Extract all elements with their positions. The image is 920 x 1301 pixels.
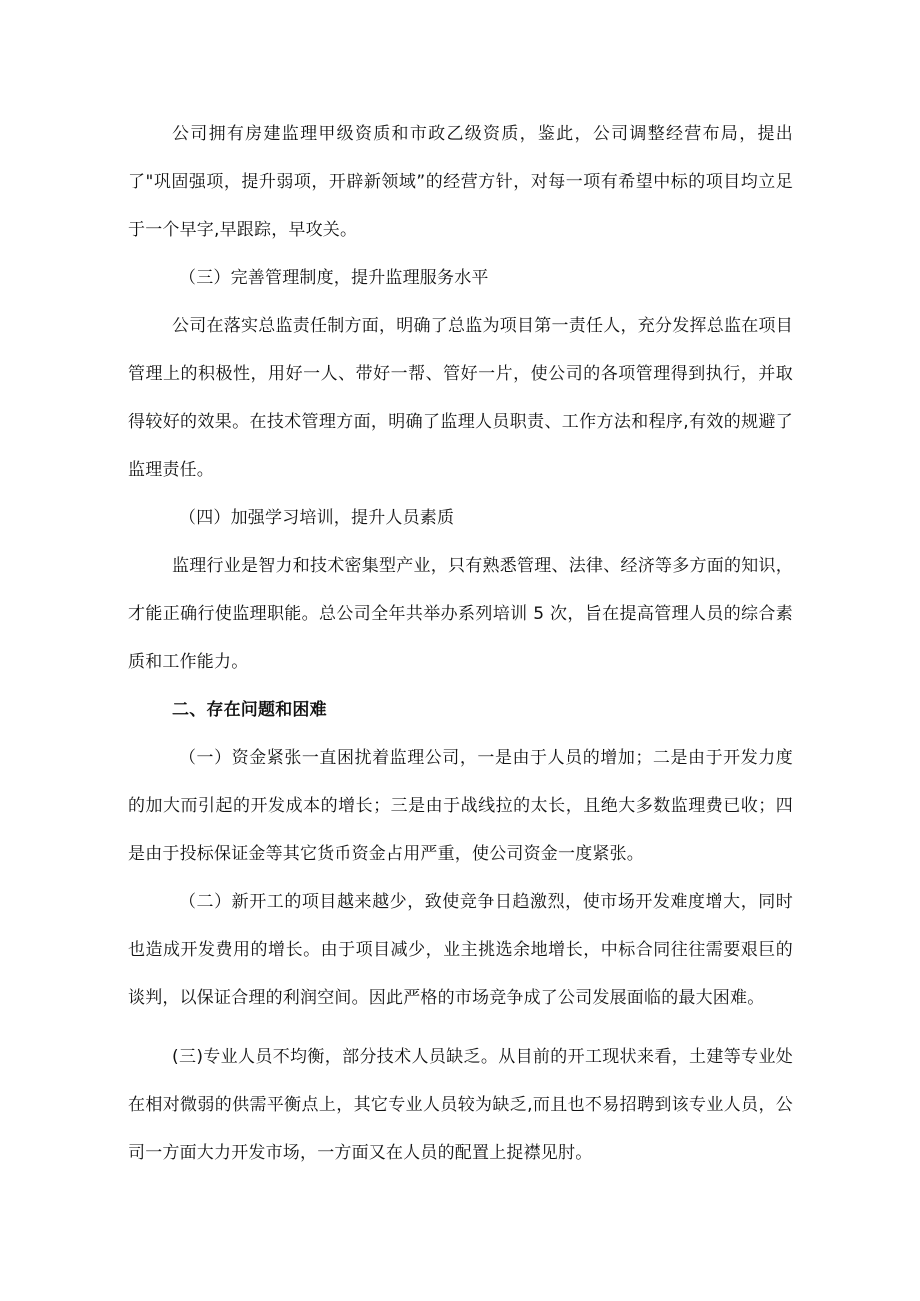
paragraph-chief-supervisor-responsibility: 公司在落实总监责任制方面，明确了总监为项目第一责任人，充分发挥总监在项目管理上的积极性，用好一人、带好一帮、管好一片，使公司的各项管理得到执行，并取得较好的效果。在技术管理方面，明确了监理人员职责、工作方法和程序,有效的规避了监理责任。	[128, 316, 793, 480]
section-heading-problems: 二、存在问题和困难	[172, 700, 327, 720]
paragraph-funding-shortage: （一）资金紧张一直困扰着监理公司，一是由于人员的增加；二是由于开发力度的加大而引起的开发成本的增长；三是由于战线拉的太长，且绝大多数监理费已收；四是由于投标保证金等其它货币资金占用严重，使公司资金一度紧张。	[128, 748, 793, 864]
subheading-management-system: （三）完善管理制度，提升监理服务水平	[179, 268, 489, 288]
paragraph-staff-imbalance: (三)专业人员不均衡，部分技术人员缺乏。从目前的开工现状来看，土建等专业处在相对微弱的供需平衡点上，其它专业人员较为缺乏,而且也不易招聘到该专业人员，公司一方面大力开发市场，一方面又在人员的配置上捉襟见肘。	[128, 1047, 793, 1163]
document-body-main	[128, 110, 793, 1022]
paragraph-training: 监理行业是智力和技术密集型产业，只有熟悉管理、法律、经济等多方面的知识，才能正确行使监理职能。总公司全年共举办系列培训 5 次，旨在提高管理人员的综合素质和工作能力。	[128, 556, 793, 672]
document-body-tail	[128, 1033, 793, 1177]
paragraph-market-competition: （二）新开工的项目越来越少，致使竞争日趋激烈，使市场开发难度增大，同时也造成开发费用的增长。由于项目减少，业主挑选余地增长，中标合同往往需要艰巨的谈判，以保证合理的利润空间。因此严格的市场竞争成了公司发展面临的最大困难。	[128, 892, 793, 1008]
subheading-training: （四）加强学习培训，提升人员素质	[179, 508, 455, 528]
paragraph-business-strategy: 公司拥有房建监理甲级资质和市政乙级资质，鉴此，公司调整经营布局，提出了"巩固强项，提升弱项，开辟新领域”的经营方针，对每一项有希望中标的项目均立足于一个早字,早跟踪，早攻关。	[128, 124, 793, 240]
